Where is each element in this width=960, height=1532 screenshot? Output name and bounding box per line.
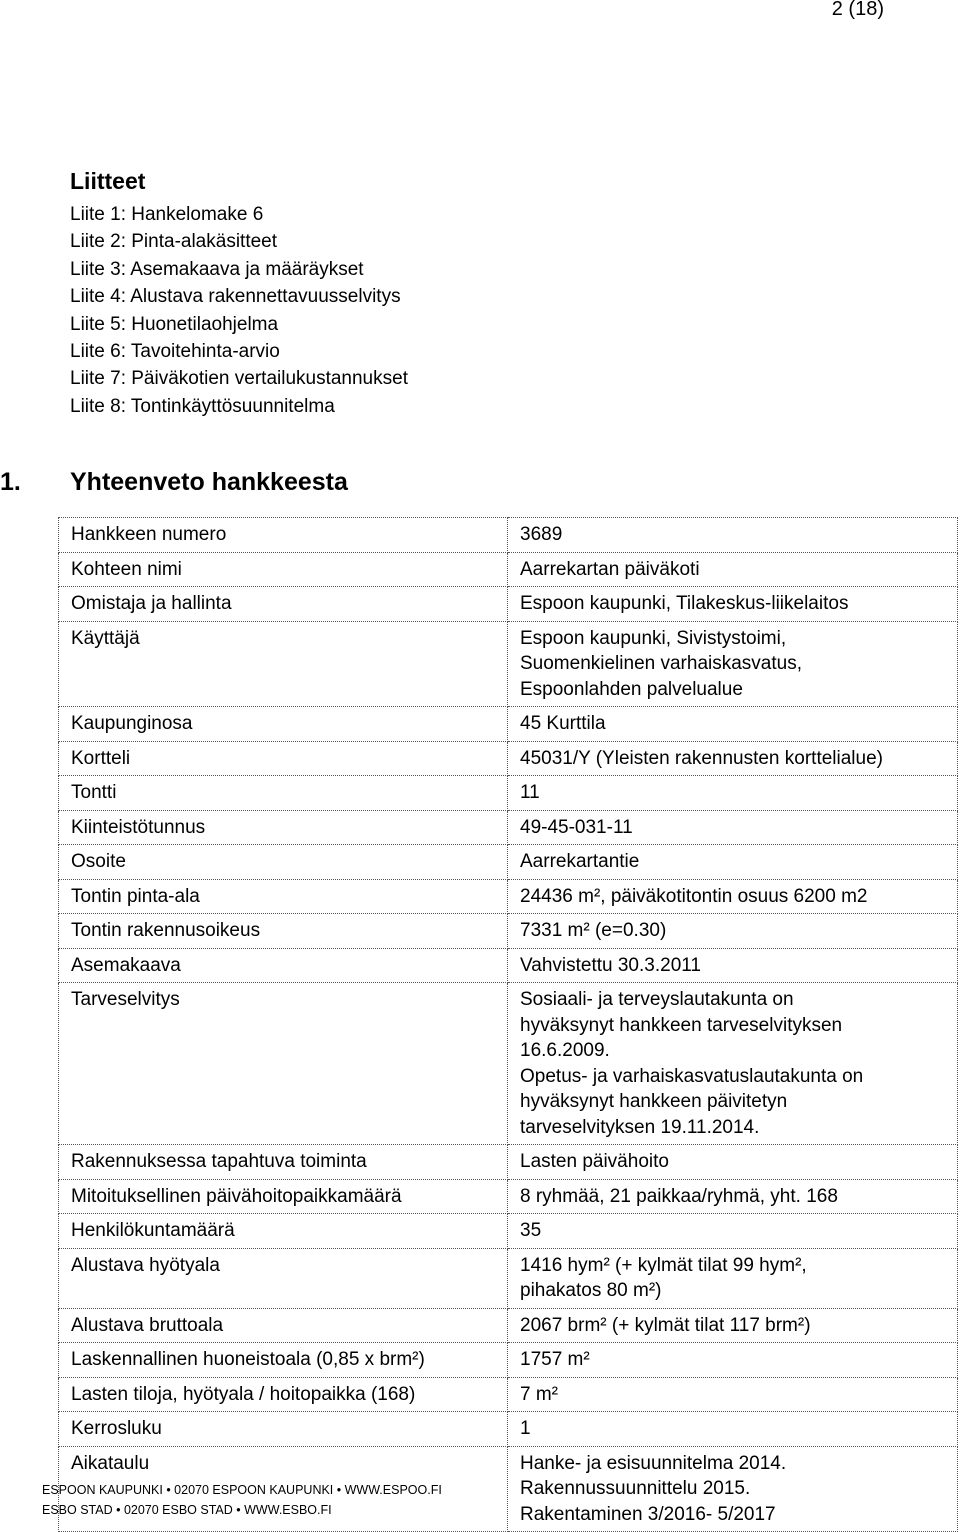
row-label: Hankkeen numero: [59, 518, 508, 553]
row-label: Tontti: [59, 776, 508, 811]
attachments-section: [70, 168, 408, 420]
row-value: [508, 914, 958, 949]
row-value-line: 35: [520, 1220, 542, 1241]
row-value-line: 1: [520, 1418, 531, 1439]
attachment-item: Liite 4: Alustava rakennettavuusselvitys: [70, 286, 401, 308]
attachment-item: Liite 5: Huonetilaohjelma: [70, 313, 279, 335]
row-value-line: 8 ryhmää, 21 paikkaa/ryhmä, yht. 168: [520, 1185, 838, 1207]
attachment-item: Liite 8: Tontinkäyttösuunnitelma: [70, 395, 335, 417]
row-value-line: Espoon kaupunki, Tilakeskus-liikelaitos: [520, 593, 849, 614]
row-value: [508, 1145, 958, 1180]
row-label: Tarveselvitys: [59, 983, 508, 1145]
table-row: [59, 948, 958, 983]
attachments-list: [70, 201, 408, 420]
row-label: Kohteen nimi: [59, 552, 508, 587]
row-value-line: Suomenkielinen varhaiskasvatus,: [520, 653, 802, 674]
row-label: Laskennallinen huoneistoala (0,85 x brm²): [59, 1343, 508, 1378]
row-label: Henkilökuntamäärä: [59, 1214, 508, 1249]
row-value: [508, 1446, 958, 1532]
row-value: [508, 1412, 958, 1447]
row-value: [508, 1248, 958, 1308]
row-label: Tontin rakennusoikeus: [59, 914, 508, 949]
table-row: [59, 552, 958, 587]
row-value-line: 45031/Y (Yleisten rakennusten korttelialue): [520, 747, 883, 769]
table-row: [59, 518, 958, 553]
row-value-line: hyväksynyt hankkeen tarveselvityksen: [520, 1014, 843, 1036]
row-value-line: Opetus- ja varhaiskasvatuslautakunta on: [520, 1065, 864, 1087]
row-value: [508, 1214, 958, 1249]
row-value: [508, 1343, 958, 1378]
row-value: [508, 518, 958, 553]
attachment-item: Liite 3: Asemakaava ja määräykset: [70, 258, 364, 280]
row-label: Rakennuksessa tapahtuva toiminta: [59, 1145, 508, 1180]
row-value: [508, 621, 958, 707]
section-heading: [0, 468, 348, 497]
section-title: Yhteenveto hankkeesta: [70, 468, 348, 496]
row-value: [508, 810, 958, 845]
row-value-line: Rakennussuunnittelu 2015.: [520, 1478, 751, 1499]
row-value: [508, 948, 958, 983]
section-number: 1.: [0, 468, 21, 496]
project-summary-table: [58, 517, 958, 1532]
row-value-line: 1416 hym² (+ kylmät tilat 99 hym²,: [520, 1254, 807, 1276]
page-number: 2 (18): [831, 0, 884, 20]
row-label: Kortteli: [59, 741, 508, 776]
row-value: [508, 879, 958, 914]
table-row: [59, 810, 958, 845]
row-label: Kerrosluku: [59, 1412, 508, 1447]
table-row: [59, 1412, 958, 1447]
table-row: [59, 1308, 958, 1343]
table-row: [59, 1377, 958, 1412]
row-value-line: 1757 m²: [520, 1349, 590, 1370]
row-value-line: Espoonlahden palvelualue: [520, 678, 743, 700]
table-row: [59, 879, 958, 914]
row-value-line: 7 m²: [520, 1383, 558, 1405]
table-row: [59, 1179, 958, 1214]
row-value: [508, 1308, 958, 1343]
attachment-item: Liite 1: Hankelomake 6: [70, 204, 264, 225]
row-value-line: Sosiaali- ja terveyslautakunta on: [520, 989, 794, 1010]
attachments-heading: Liitteet: [70, 168, 146, 194]
row-value: [508, 1179, 958, 1214]
row-label: Tontin pinta-ala: [59, 879, 508, 914]
row-value: [508, 552, 958, 587]
row-label: Alustava hyötyala: [59, 1248, 508, 1308]
attachment-item: Liite 7: Päiväkotien vertailukustannukset: [70, 368, 408, 390]
row-value-line: Aarrekartantie: [520, 851, 640, 872]
row-value-line: 49-45-031-11: [520, 816, 633, 838]
row-label: Mitoituksellinen päivähoitopaikkamäärä: [59, 1179, 508, 1214]
table-row: [59, 621, 958, 707]
row-value-line: 7331 m² (e=0.30): [520, 920, 667, 941]
footer-line-swedish: ESBO STAD • 02070 ESBO STAD • WWW.ESBO.FI: [42, 1503, 332, 1517]
row-label: Alustava bruttoala: [59, 1308, 508, 1343]
row-label: Kaupunginosa: [59, 707, 508, 742]
row-value-line: 2067 brm² (+ kylmät tilat 117 brm²): [520, 1314, 811, 1336]
row-value-line: Rakentaminen 3/2016- 5/2017: [520, 1503, 776, 1525]
table-row: [59, 914, 958, 949]
row-value-line: hyväksynyt hankkeen päivitetyn: [520, 1091, 788, 1112]
summary-table-body: [59, 518, 958, 1532]
row-value: [508, 845, 958, 880]
row-value: [508, 741, 958, 776]
row-value: [508, 776, 958, 811]
row-label: Omistaja ja hallinta: [59, 587, 508, 622]
row-label: Lasten tiloja, hyötyala / hoitopaikka (168): [59, 1377, 508, 1412]
footer-line-finnish: ESPOON KAUPUNKI • 02070 ESPOON KAUPUNKI • WWW.ESPOO.FI: [42, 1483, 442, 1497]
row-label: Osoite: [59, 845, 508, 880]
row-label: Käyttäjä: [59, 621, 508, 707]
row-value-line: Hanke- ja esisuunnitelma 2014.: [520, 1452, 787, 1474]
table-row: [59, 1214, 958, 1249]
row-value-line: Vahvistettu 30.3.2011: [520, 954, 701, 976]
row-label: Aikataulu: [59, 1446, 508, 1532]
row-label: Kiinteistötunnus: [59, 810, 508, 845]
table-row: [59, 1248, 958, 1308]
row-value: [508, 707, 958, 742]
row-value-line: Aarrekartan päiväkoti: [520, 558, 700, 580]
table-row: [59, 1145, 958, 1180]
row-value-line: pihakatos 80 m²): [520, 1280, 662, 1301]
table-row: [59, 983, 958, 1145]
table-row: [59, 1343, 958, 1378]
table-row: [59, 845, 958, 880]
table-row: [59, 707, 958, 742]
row-value-line: 45 Kurttila: [520, 713, 606, 734]
row-value-line: 3689: [520, 524, 563, 545]
row-value-line: Espoon kaupunki, Sivistystoimi,: [520, 627, 787, 649]
row-label: Asemakaava: [59, 948, 508, 983]
row-value: [508, 1377, 958, 1412]
row-value-line: 24436 m², päiväkotitontin osuus 6200 m2: [520, 885, 868, 907]
attachment-item: Liite 2: Pinta-alakäsitteet: [70, 231, 278, 253]
table-row: [59, 776, 958, 811]
table-row: [59, 587, 958, 622]
row-value-line: 16.6.2009.: [520, 1040, 610, 1061]
row-value: [508, 587, 958, 622]
page-footer: [42, 1480, 442, 1520]
row-value: [508, 983, 958, 1145]
row-value-line: Lasten päivähoito: [520, 1151, 669, 1172]
table-row: [59, 741, 958, 776]
attachment-item: Liite 6: Tavoitehinta-arvio: [70, 341, 280, 363]
row-value-line: tarveselvityksen 19.11.2014.: [520, 1116, 760, 1138]
row-value-line: 11: [520, 782, 540, 803]
